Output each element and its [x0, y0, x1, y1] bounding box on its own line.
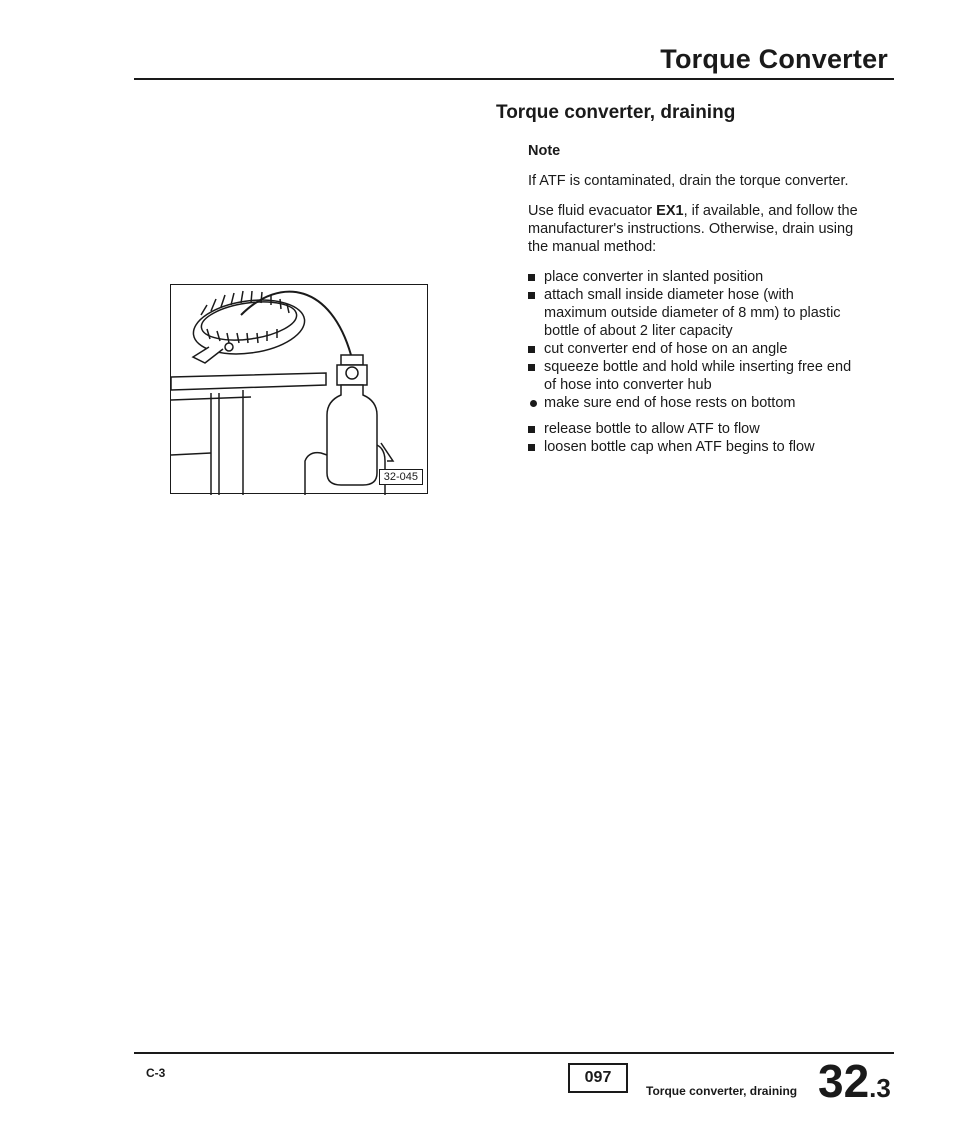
tool-name: EX1 [656, 203, 684, 219]
page-header-title: Torque Converter [660, 44, 888, 74]
section-content [528, 142, 858, 456]
step-item: squeeze bottle and hold while inserting free end of hose into converter hub [528, 358, 858, 394]
note-label: Note [528, 143, 561, 159]
step-item: place converter in slanted position [528, 268, 858, 286]
footer-left-code: C-3 [146, 1066, 166, 1080]
page-number-minor: .3 [869, 1073, 891, 1103]
page-number [818, 1054, 891, 1108]
steps-list [528, 268, 858, 394]
page-number-major: 32 [818, 1055, 870, 1107]
step-item: loosen bottle cap when ATF begins to flow [528, 438, 858, 456]
footer-caption: Torque converter, draining [646, 1084, 798, 1098]
note-text: If ATF is contaminated, drain the torque converter. [528, 173, 849, 189]
step-item: release bottle to allow ATF to flow [528, 420, 858, 438]
footer-transmission-code: 097 [568, 1063, 628, 1093]
step-item: attach small inside diameter hose (with maximum outside diameter of 8 mm) to plastic bottle of about 2 liter capacity [528, 286, 858, 340]
intro-paragraph [528, 202, 858, 256]
converter-drain-illustration [171, 285, 429, 495]
sub-step-item: make sure end of hose rests on bottom [528, 394, 858, 412]
figure-code: 32-045 [379, 469, 423, 485]
intro-pre: Use fluid evacuator [528, 203, 657, 219]
step-item: cut converter end of hose on an angle [528, 340, 858, 358]
footer-rule [134, 1052, 894, 1054]
plastic-bottle-shape [327, 385, 377, 485]
section-title: Torque converter, draining [496, 102, 736, 123]
illustration-figure [170, 284, 428, 494]
steps-list-continued [528, 420, 858, 456]
table-top-shape [171, 373, 326, 390]
header-rule [134, 78, 894, 80]
intro-post: , if available, and follow the manufacturer's instructions. Otherwise, drain using the manual method: [528, 203, 858, 255]
sub-steps-list [528, 394, 858, 412]
